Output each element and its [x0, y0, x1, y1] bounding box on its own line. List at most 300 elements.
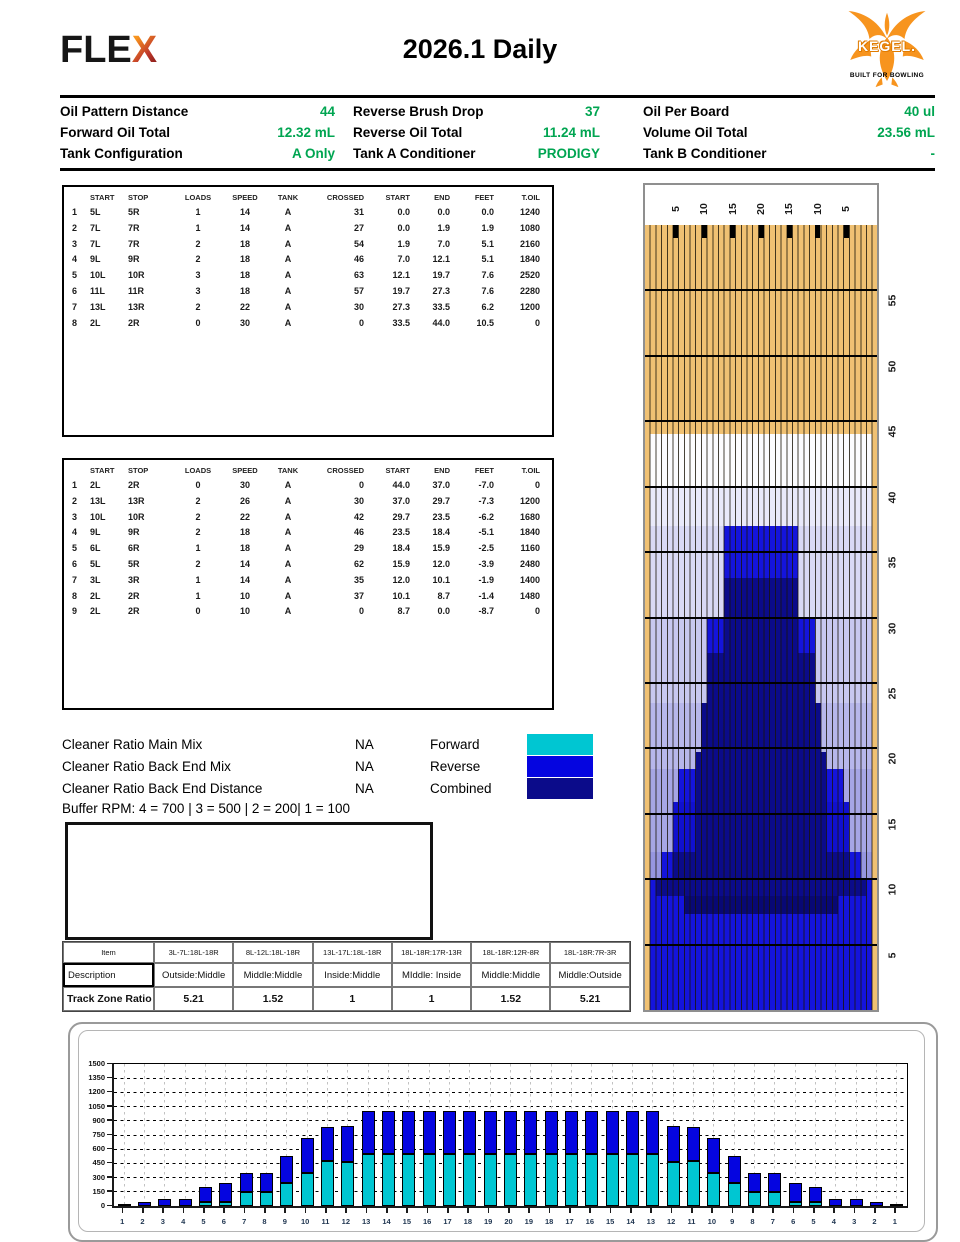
- pattern-summary-table: [60, 95, 935, 171]
- bar-forward: [809, 1202, 822, 1206]
- load-cell: 1: [195, 543, 201, 554]
- lane-distance-label: 30: [886, 622, 899, 634]
- load-cell: 7.6: [481, 285, 494, 296]
- y-axis-tick-mark: [107, 1176, 112, 1178]
- load-col-header: CROSSED: [326, 193, 364, 202]
- lane-distance-line: [645, 355, 877, 357]
- load-cell: -6.2: [478, 511, 494, 522]
- load-cell: 23.5: [432, 511, 450, 522]
- x-axis-tick-mark: [793, 1208, 795, 1213]
- bar-reverse: [219, 1183, 232, 1202]
- load-cell: 2: [195, 254, 201, 265]
- load-cell: 1: [195, 574, 201, 585]
- lane-distance-line: [645, 878, 877, 880]
- load-cell: 2480: [519, 558, 540, 569]
- load-cell: 2280: [519, 285, 540, 296]
- lane-distance-label: 45: [886, 425, 899, 438]
- x-axis-tick-label: 14: [382, 1217, 391, 1226]
- load-cell: -7.3: [478, 495, 494, 506]
- load-cell: 29.7: [432, 495, 450, 506]
- bar-forward: [463, 1154, 476, 1206]
- track-zone-desc-value: Middle:Outside: [550, 963, 629, 987]
- load-cell: A: [284, 511, 292, 522]
- load-cell: -1.9: [478, 574, 494, 585]
- bar-reverse: [240, 1173, 253, 1192]
- bar-reverse: [565, 1111, 578, 1154]
- y-axis-tick-mark: [107, 1077, 112, 1079]
- y-axis-tick-label: 1200: [88, 1087, 105, 1097]
- load-cell: 1: [195, 222, 201, 233]
- bar-reverse: [484, 1111, 497, 1154]
- load-cell: 7.0: [397, 254, 410, 265]
- x-axis-tick-mark: [528, 1208, 530, 1213]
- summary-label: Oil Pattern Distance: [60, 104, 189, 119]
- load-cell: 0: [195, 480, 201, 490]
- x-axis-tick-label: 13: [361, 1217, 371, 1226]
- x-axis-tick-label: 2: [140, 1217, 145, 1226]
- load-cell: A: [284, 317, 292, 328]
- x-axis-tick-label: 5: [811, 1217, 816, 1226]
- load-cell: -3.9: [478, 558, 494, 569]
- load-cell: 8: [72, 590, 78, 601]
- lane-distance-label: 5: [886, 952, 899, 958]
- cleaner-value: NA: [355, 780, 374, 796]
- load-cell: 14: [239, 207, 250, 217]
- track-zone-ratio-label: Track Zone Ratio: [63, 987, 154, 1011]
- bar-reverse: [707, 1138, 720, 1173]
- load-cell: 7L: [90, 222, 101, 233]
- track-zone-desc-value: Middle:Middle: [471, 963, 550, 987]
- lane-distance-line: [645, 747, 877, 749]
- x-axis-tick-mark: [203, 1208, 205, 1213]
- lane-oil-pattern-map: [643, 183, 879, 1012]
- track-zone-ratio-value: 5.21: [550, 987, 629, 1011]
- x-axis-tick-mark: [183, 1208, 185, 1213]
- summary-label: Tank A Conditioner: [353, 146, 476, 161]
- load-cell: 5.1: [481, 238, 494, 249]
- load-cell: 1.9: [437, 222, 450, 233]
- x-axis-tick-mark: [650, 1208, 652, 1213]
- load-cell: 5R: [128, 558, 140, 569]
- lane-board-tick: [759, 225, 764, 238]
- load-cell: 0: [534, 317, 540, 328]
- load-cell: 3R: [128, 574, 140, 585]
- load-cell: 0: [534, 606, 540, 617]
- load-cell: 11L: [90, 285, 106, 296]
- load-cell: 0: [358, 480, 364, 490]
- load-cell: 44.0: [392, 480, 410, 490]
- load-cell: 2: [72, 495, 78, 506]
- load-cell: 7.0: [437, 238, 450, 249]
- gridline-vertical: [896, 1064, 897, 1206]
- y-axis-tick-label: 750: [92, 1130, 105, 1139]
- load-cell: 12.0: [392, 574, 410, 585]
- load-cell: 37.0: [432, 480, 450, 490]
- summary-value: A Only: [291, 146, 335, 161]
- load-cell: 5L: [90, 207, 101, 217]
- lane-board-tick: [673, 225, 678, 238]
- y-axis-tick-label: 300: [92, 1172, 105, 1182]
- bar-reverse: [748, 1173, 761, 1192]
- y-axis-tick-mark: [107, 1105, 112, 1107]
- load-cell: -1.4: [478, 590, 494, 601]
- load-cell: 27.3: [392, 301, 410, 312]
- load-cell: 1840: [519, 254, 540, 265]
- x-axis-tick-mark: [122, 1208, 124, 1213]
- load-cell: 15.9: [432, 543, 450, 554]
- x-axis-tick-label: 17: [565, 1217, 574, 1226]
- load-col-index: [72, 193, 90, 205]
- load-cell: 19.7: [392, 285, 410, 296]
- load-cell: 0.0: [481, 207, 494, 217]
- bar-forward: [565, 1154, 578, 1206]
- x-axis-tick-mark: [223, 1208, 225, 1213]
- load-cell: 7L: [90, 238, 101, 249]
- load-cell: A: [284, 590, 292, 601]
- track-zone-ratio-value: 1.52: [471, 987, 550, 1011]
- load-cell: 30: [353, 301, 364, 312]
- gridline-vertical: [815, 1064, 816, 1206]
- load-cell: 18: [239, 527, 250, 538]
- load-cell: 11R: [128, 285, 145, 296]
- load-cell: 18: [239, 543, 250, 554]
- cleaner-label: Cleaner Ratio Back End Mix: [62, 758, 231, 774]
- bar-reverse: [768, 1173, 781, 1192]
- x-axis-tick-label: 12: [666, 1217, 676, 1226]
- load-col-header: STOP: [128, 466, 149, 475]
- bar-forward: [402, 1154, 415, 1206]
- y-axis-tick-label: 1350: [88, 1073, 105, 1083]
- bar-reverse: [606, 1111, 619, 1154]
- summary-value: 37: [584, 104, 600, 119]
- load-cell: 10L: [90, 511, 106, 522]
- legend-label-reverse: Reverse: [430, 758, 481, 774]
- bar-forward: [199, 1202, 212, 1206]
- bar-reverse: [382, 1111, 395, 1154]
- x-axis-tick-mark: [427, 1208, 429, 1213]
- load-cell: 3: [195, 285, 201, 296]
- x-axis-tick-mark: [772, 1208, 774, 1213]
- load-cell: 1.9: [397, 238, 410, 249]
- load-cell: 1680: [519, 511, 540, 522]
- load-col-header: SPEED: [232, 193, 258, 202]
- load-cell: 2: [195, 495, 201, 506]
- bar-reverse: [423, 1111, 436, 1154]
- load-cell: 22: [239, 511, 250, 522]
- lane-distance-line: [645, 813, 877, 815]
- bar-reverse: [179, 1199, 192, 1206]
- load-col-header: LOADS: [184, 466, 212, 475]
- load-cell: A: [284, 574, 292, 585]
- load-cell: 9R: [128, 254, 140, 265]
- load-cell: 1: [72, 480, 78, 490]
- summary-value: -: [930, 146, 935, 161]
- x-axis-tick-label: 3: [852, 1217, 857, 1226]
- x-axis-tick-mark: [447, 1208, 449, 1213]
- load-cell: 0: [534, 480, 540, 490]
- x-axis-tick-label: 1: [892, 1217, 897, 1226]
- lane-board-tick: [730, 225, 735, 238]
- load-cell: 6R: [128, 543, 140, 554]
- lane-distance-label: 35: [886, 556, 899, 569]
- x-axis-tick-label: 8: [750, 1217, 755, 1226]
- bar-reverse: [321, 1127, 334, 1162]
- load-cell: 3: [195, 270, 201, 281]
- load-cell: A: [284, 222, 292, 233]
- load-col-header: TANK: [277, 193, 299, 202]
- load-col-header: TANK: [277, 466, 299, 475]
- load-cell: 14: [239, 558, 250, 569]
- x-axis-tick-mark: [630, 1208, 632, 1213]
- load-cell: 35: [353, 574, 364, 585]
- load-cell: 29.7: [392, 511, 410, 522]
- load-cell: A: [284, 270, 292, 281]
- load-cell: 10.5: [476, 317, 494, 328]
- load-cell: A: [284, 606, 292, 617]
- load-cell: 10.1: [392, 590, 410, 601]
- load-cell: 10.1: [432, 574, 450, 585]
- x-axis-tick-mark: [284, 1208, 286, 1213]
- y-axis-tick-label: 1500: [88, 1059, 105, 1068]
- x-axis-tick-mark: [569, 1208, 571, 1213]
- x-axis-tick-mark: [345, 1208, 347, 1213]
- load-cell: 18: [239, 254, 250, 265]
- bar-forward: [260, 1192, 273, 1206]
- load-cell: A: [284, 543, 292, 554]
- bar-forward: [728, 1183, 741, 1206]
- x-axis-tick-mark: [732, 1208, 734, 1213]
- reverse-loads-table: [62, 458, 554, 710]
- load-cell: 10R: [128, 270, 145, 281]
- load-cell: 10: [239, 590, 250, 601]
- load-cell: 14: [239, 222, 250, 233]
- y-axis-tick-mark: [107, 1162, 112, 1164]
- x-axis-tick-mark: [244, 1208, 246, 1213]
- load-cell: 6L: [90, 543, 101, 554]
- load-cell: 4: [72, 527, 78, 538]
- x-axis-tick-label: 19: [483, 1217, 493, 1226]
- load-cell: 30: [353, 495, 364, 506]
- bar-reverse: [524, 1111, 537, 1154]
- load-col-header: START: [385, 193, 410, 202]
- load-cell: A: [284, 480, 292, 490]
- legend-swatch-forward: [527, 734, 593, 755]
- load-col-header: LOADS: [184, 193, 212, 202]
- bar-reverse: [341, 1126, 354, 1162]
- load-cell: 30: [239, 317, 250, 328]
- lane-distance-line: [645, 420, 877, 422]
- load-cell: 2: [195, 301, 201, 312]
- gridline-vertical: [144, 1064, 145, 1206]
- x-axis-tick-mark: [305, 1208, 307, 1213]
- lane-board-tick: [815, 225, 820, 238]
- summary-value: 44: [319, 104, 335, 119]
- load-col-header: SPEED: [232, 466, 258, 475]
- y-axis-tick-mark: [107, 1134, 112, 1136]
- x-axis-tick-label: 15: [605, 1217, 615, 1226]
- track-zone-col-header: 13L-17L:18L-18R: [313, 942, 392, 963]
- legend-swatch-combined: [527, 778, 593, 799]
- load-cell: 33.5: [432, 301, 450, 312]
- load-cell: 54: [353, 238, 364, 249]
- load-cell: 23.5: [392, 527, 410, 538]
- gridline-vertical: [835, 1064, 836, 1206]
- cleaner-label: Cleaner Ratio Main Mix: [62, 736, 203, 752]
- bar-reverse: [138, 1202, 151, 1206]
- x-axis-tick-mark: [162, 1208, 164, 1213]
- load-cell: -5.1: [478, 527, 494, 538]
- y-axis-tick-mark: [107, 1205, 112, 1207]
- load-cell: 12.1: [432, 254, 450, 265]
- x-axis-tick-label: 3: [160, 1217, 165, 1226]
- x-axis-tick-label: 16: [422, 1217, 432, 1226]
- y-axis-tick-label: 600: [92, 1144, 105, 1154]
- load-col-header: FEET: [474, 193, 494, 202]
- load-cell: 0.0: [437, 606, 450, 617]
- track-zone-desc-value: Middle:Middle: [233, 963, 312, 987]
- load-col-header: START: [90, 466, 115, 475]
- load-cell: 3: [72, 238, 78, 249]
- lane-board-label: 15: [783, 203, 796, 215]
- x-axis-tick-label: 11: [687, 1217, 696, 1226]
- x-axis-tick-mark: [752, 1208, 754, 1213]
- load-cell: 57: [353, 285, 364, 296]
- bar-reverse: [728, 1156, 741, 1183]
- load-cell: -7.0: [478, 480, 494, 490]
- load-cell: 1160: [520, 543, 540, 554]
- load-cell: 30: [239, 480, 250, 490]
- track-zone-col-header: 18L-18R:17R-13R: [392, 942, 471, 963]
- x-axis-tick-mark: [874, 1208, 876, 1213]
- track-zone-ratio-table: [62, 941, 631, 1012]
- load-cell: 31: [353, 207, 364, 217]
- y-axis-tick-mark: [107, 1119, 112, 1121]
- load-cell: A: [284, 254, 292, 265]
- summary-label: Oil Per Board: [643, 104, 730, 119]
- notes-box: [65, 822, 433, 940]
- bar-forward: [646, 1154, 659, 1206]
- x-axis-tick-label: 13: [646, 1217, 655, 1226]
- load-cell: A: [284, 495, 292, 506]
- gridline-vertical: [856, 1064, 857, 1206]
- load-col-header: END: [434, 466, 450, 475]
- x-axis-tick-mark: [467, 1208, 469, 1213]
- y-axis-tick-label: 1050: [88, 1101, 105, 1111]
- load-cell: 0: [195, 317, 201, 328]
- bar-reverse: [260, 1173, 273, 1192]
- bar-reverse: [362, 1111, 375, 1154]
- load-cell: 0: [358, 606, 364, 617]
- x-axis-tick-mark: [610, 1208, 612, 1213]
- summary-label: Reverse Oil Total: [353, 125, 463, 140]
- bar-reverse: [850, 1199, 863, 1206]
- gridline-vertical: [124, 1064, 125, 1206]
- flex-logo-text: FLE: [60, 29, 132, 71]
- load-cell: 2: [195, 511, 201, 522]
- x-axis-tick-label: 9: [282, 1217, 287, 1226]
- x-axis-tick-mark: [813, 1208, 815, 1213]
- load-cell: 27: [353, 222, 364, 233]
- x-axis-tick-mark: [854, 1208, 856, 1213]
- load-cell: 2R: [128, 480, 140, 490]
- load-cell: 2R: [128, 606, 140, 617]
- load-cell: 2R: [128, 590, 140, 601]
- cleaner-row: [62, 733, 602, 755]
- lane-board-label: 15: [726, 203, 739, 215]
- summary-value: PRODIGY: [537, 146, 600, 161]
- load-cell: 2: [195, 527, 201, 538]
- lane-distance-line: [645, 617, 877, 619]
- gridline-vertical: [876, 1064, 877, 1206]
- summary-value: 40 ul: [904, 104, 935, 119]
- y-axis-tick-label: 150: [92, 1186, 105, 1196]
- load-cell: 27.3: [432, 285, 450, 296]
- load-cell: 1400: [519, 574, 540, 585]
- load-cell: 1200: [519, 495, 540, 506]
- x-axis-tick-mark: [508, 1208, 510, 1213]
- load-cell: 2L: [90, 590, 101, 601]
- load-cell: 0: [195, 606, 201, 617]
- lane-board-axis: [645, 185, 877, 225]
- load-cell: 2: [195, 238, 201, 249]
- flex-logo-x: X: [131, 29, 158, 71]
- track-zone-col-header: 8L-12L:18L-18R: [233, 942, 312, 963]
- cleaner-ratio-block: [62, 733, 602, 799]
- lane-board-tick: [844, 225, 849, 238]
- bar-forward: [219, 1202, 232, 1206]
- lane-distance-label: 25: [886, 687, 899, 700]
- y-axis-tick-mark: [107, 1190, 112, 1192]
- track-zone-ratio-value: 1: [392, 987, 471, 1011]
- load-cell: 42: [353, 511, 364, 522]
- load-cell: 2R: [128, 317, 140, 328]
- load-cell: 12.1: [392, 270, 410, 281]
- gridline-vertical: [205, 1064, 206, 1206]
- bar-reverse: [443, 1111, 456, 1154]
- summary-label: Tank B Conditioner: [643, 146, 767, 161]
- y-axis-tick-label: 0: [100, 1201, 105, 1210]
- x-axis-tick-label: 7: [770, 1217, 775, 1226]
- track-zone-col-header: 18L-18R:12R-8R: [471, 942, 550, 963]
- y-axis-tick-label: 900: [92, 1115, 105, 1125]
- load-cell: 6.2: [481, 301, 494, 312]
- load-cell: A: [284, 558, 292, 569]
- load-col-header: START: [90, 193, 115, 202]
- load-cell: 0.0: [437, 207, 450, 217]
- x-axis-tick-label: 18: [463, 1217, 472, 1226]
- load-cell: 1: [195, 207, 201, 217]
- load-cell: -2.5: [478, 543, 494, 554]
- lane-distance-label: 20: [886, 752, 899, 765]
- load-cell: 12.0: [432, 558, 450, 569]
- load-cell: 5R: [128, 207, 140, 217]
- bar-reverse: [504, 1111, 517, 1154]
- x-axis-tick-label: 4: [181, 1217, 186, 1226]
- bar-forward: [423, 1154, 436, 1206]
- x-axis-tick-mark: [691, 1208, 693, 1213]
- oil-legend-swatches: [527, 734, 593, 800]
- x-axis-tick-label: 14: [626, 1217, 635, 1226]
- load-cell: 6: [72, 558, 78, 569]
- buffer-rpm-note: Buffer RPM: 4 = 700 | 3 = 500 | 2 = 200| 1 = 100: [62, 801, 350, 816]
- lane-board-label: 5: [669, 206, 682, 212]
- x-axis-tick-mark: [711, 1208, 713, 1213]
- load-cell: 1240: [519, 207, 540, 217]
- bar-forward: [280, 1183, 293, 1206]
- x-axis-tick-label: 1: [120, 1217, 125, 1226]
- bar-reverse: [789, 1183, 802, 1202]
- bar-forward: [707, 1173, 720, 1206]
